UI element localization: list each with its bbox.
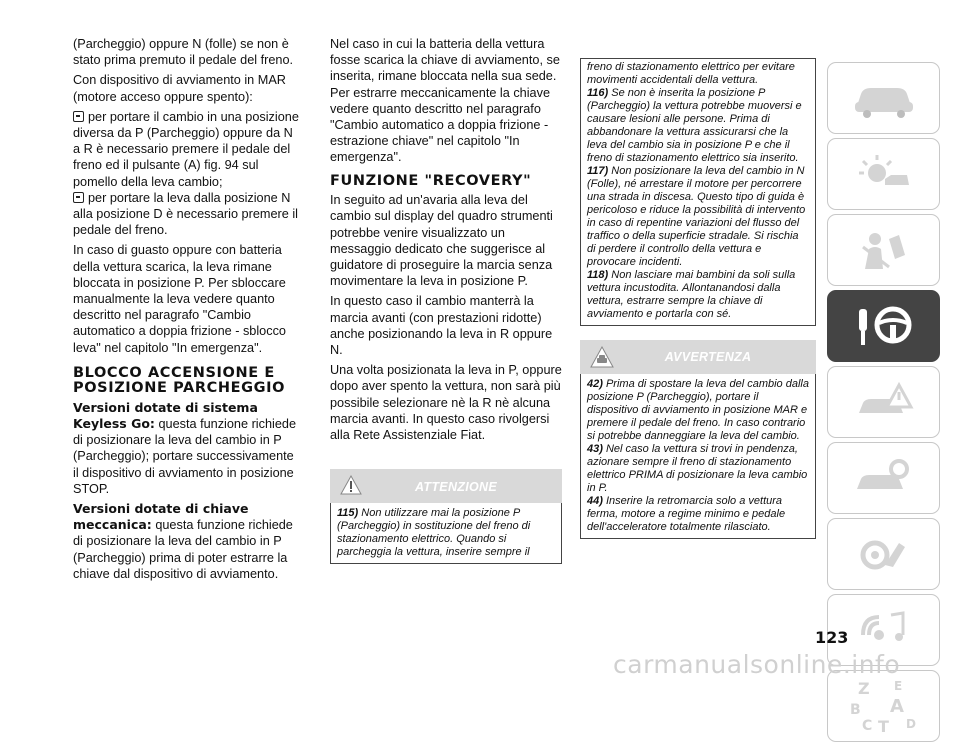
bullet-icon [73,192,84,203]
index-letter: C [861,718,872,734]
note-item [587,378,810,443]
tab-maintenance[interactable] [827,442,940,514]
tab-safety[interactable] [827,214,940,286]
note-text: freno di stazionamento elettrico per evitare movimenti accidentali della vettura. [587,61,795,86]
note-item [587,165,810,269]
note-number: 118) [587,269,609,281]
note-number: 117) [587,165,609,177]
bullet-text: per portare il cambio in una posizione diversa da P (Parcheggio) oppure da N a R è necessario premere il pedale del freno ed il pulsante (A) fig. 94 sul pomello della leva cambio; [73,109,299,189]
bullet-item [73,109,301,190]
note-text: Prima di spostare la leva del cambio dalla posizione P (Parcheggio), portare il dispositivo di avviamento in posizione MAR e premere il pedale del freno. In caso contrario si potrebbe danneggiare la leva del cambio. [587,378,809,442]
warning-car-icon [849,377,919,427]
index-letter: T [877,717,889,736]
tab-car[interactable] [827,62,940,134]
note-item [587,269,810,321]
tab-dashboard-lights[interactable] [827,138,940,210]
note-item [337,507,556,559]
attention-box-header [330,469,562,503]
note-text: Non posizionare la leva del cambio in N (Folle), né arrestare il motore per percorrere una strada in discesa. Questo tipo di guida è pericoloso e riduce la possibilità di intervento in caso di repentine variazioni del flusso del traffico o della superficie stradale. Si rischia di perdere il controllo della vettura e provocare incidenti. [587,165,806,268]
note-text: Non utilizzare mai la posizione P (Parcheggio) in sostituzione del freno di stazionamento elettrico. Quando si parcheggia la vettura, inserire sempre il [337,507,531,559]
bullet-item [73,190,301,239]
note-number: 43) [587,443,603,455]
note-item [587,443,810,495]
paragraph: Una volta posizionata la leva in P, oppure dopo aver spento la vettura, non sarà più possibile selezionare nè la R nè alcuna marcia avanti. In questo caso rivolgersi alla Rete Assistenziale Fiat. [330,363,562,442]
subheading: Versioni dotate di chiave meccanica: [73,501,249,533]
tab-index[interactable] [827,670,940,742]
attention-title: ATTENZIONE [415,480,497,495]
index-letter: Z [857,679,870,698]
technical-data-icon [849,529,919,579]
column-2 [330,36,562,564]
paragraph: (Parcheggio) oppure N (folle) se non è stato prima premuto il pedale del freno. [73,37,294,68]
note-number: 116) [587,87,609,99]
note-item [587,87,810,165]
paragraph [73,400,301,497]
multimedia-icon [849,605,919,655]
note-text: Non lasciare mai bambini da soli sulla vettura incustodita. Allontanandosi dalla vettura, estrarre sempre la chiave di avviamento e portarla con sé. [587,269,796,320]
index-letter: E [893,679,902,693]
note-number: 42) [587,378,603,390]
safety-icon [849,225,919,275]
watermark: carmanualsonline.info [613,650,901,679]
note-number: 44) [587,495,603,507]
note-item [587,495,810,534]
tab-starting-driving[interactable] [827,290,940,362]
paragraph [73,501,301,582]
subheading: Versioni dotate di sistema Keyless Go: [73,399,258,432]
paragraph: In seguito ad un'avaria alla leva del cambio sul display del quadro strumenti potrebbe venire visualizzato un messaggio dedicato che suggerisce al guidatore di proseguire la marcia senza movimentare la leva in posizione P. [330,193,553,289]
index-letter: D [905,717,916,731]
index-letter: A [889,696,904,717]
section-heading: BLOCCO ACCENSIONE E POSIZIONE PARCHEGGIO [73,364,286,397]
text: questa funzione richiede di posizionare la leva del cambio in P (Parcheggio) prima di poter estrarre la chiave dal dispositivo di avviamento. [73,518,293,581]
text: questa funzione richiede di posizionare la leva del cambio in P (Parcheggio); portare successivamente il dispositivo di avviamento in posizione STOP. [73,417,297,496]
dashboard-lights-icon [849,149,919,199]
warning-box-body [580,374,816,539]
paragraph: Con dispositivo di avviamento in MAR (motore acceso oppure spento): [73,73,286,104]
car-icon [849,76,919,120]
note-text: Inserire la retromarcia solo a vettura ferma, motore a regime minimo e pedale dell'acceleratore totalmente rilasciato. [587,495,786,533]
steering-key-icon [849,301,919,351]
warning-box-header [580,340,816,374]
tab-technical-data[interactable] [827,518,940,590]
attention-box-continued [580,58,816,326]
attention-box-body [330,503,562,564]
section-heading: FUNZIONE "RECOVERY" [330,172,532,189]
page-number: 123 [815,628,849,647]
index-letter: B [849,702,861,718]
column-1 [73,36,301,586]
note-text: Nel caso la vettura si trovi in pendenza, azionare sempre il freno di stazionamento elettrico PRIMA di posizionare la leva cambio in P. [587,443,808,494]
bullet-text: per portare la leva dalla posizione N alla posizione D è necessario premere il pedale del freno. [73,190,298,238]
bullet-icon [73,111,84,122]
note-number: 115) [337,507,359,520]
warning-title: AVVERTENZA [664,350,752,364]
index-icon [844,676,924,736]
tab-emergency[interactable] [827,366,940,438]
paragraph: In questo caso il cambio manterrà la marcia avanti (con prestazioni ridotte) anche posizionando la leva in R oppure N. [330,294,553,357]
maintenance-icon [849,453,919,503]
note-text: Se non è inserita la posizione P (Parcheggio) la vettura potrebbe muoversi e causare lesioni alle persone. Prima di abbandonare la vettura assicurarsi che la leva del cambio sia in posizione P e che il freno di stazionamento elettrico sia inserito. [587,87,802,164]
paragraph: Nel caso in cui la batteria della vettura fosse scarica la chiave di avviamento, se inserita, rimane bloccata nella sua sede. Per estrarre meccanicamente la chiave vedere quanto descritto nel paragrafo "Cambio automatico a doppia frizione - estrazione chiave" nel capitolo "In emergenza". [330,37,560,165]
paragraph: In caso di guasto oppure con batteria della vettura scarica, la leva rimane bloccata in posizione P. Per sbloccare manualmente la leva vedere quanto descritto nel paragrafo "Cambio automatico a doppia frizione - sblocco leva" nel capitolo "In emergenza". [73,243,286,355]
column-3 [580,58,816,539]
